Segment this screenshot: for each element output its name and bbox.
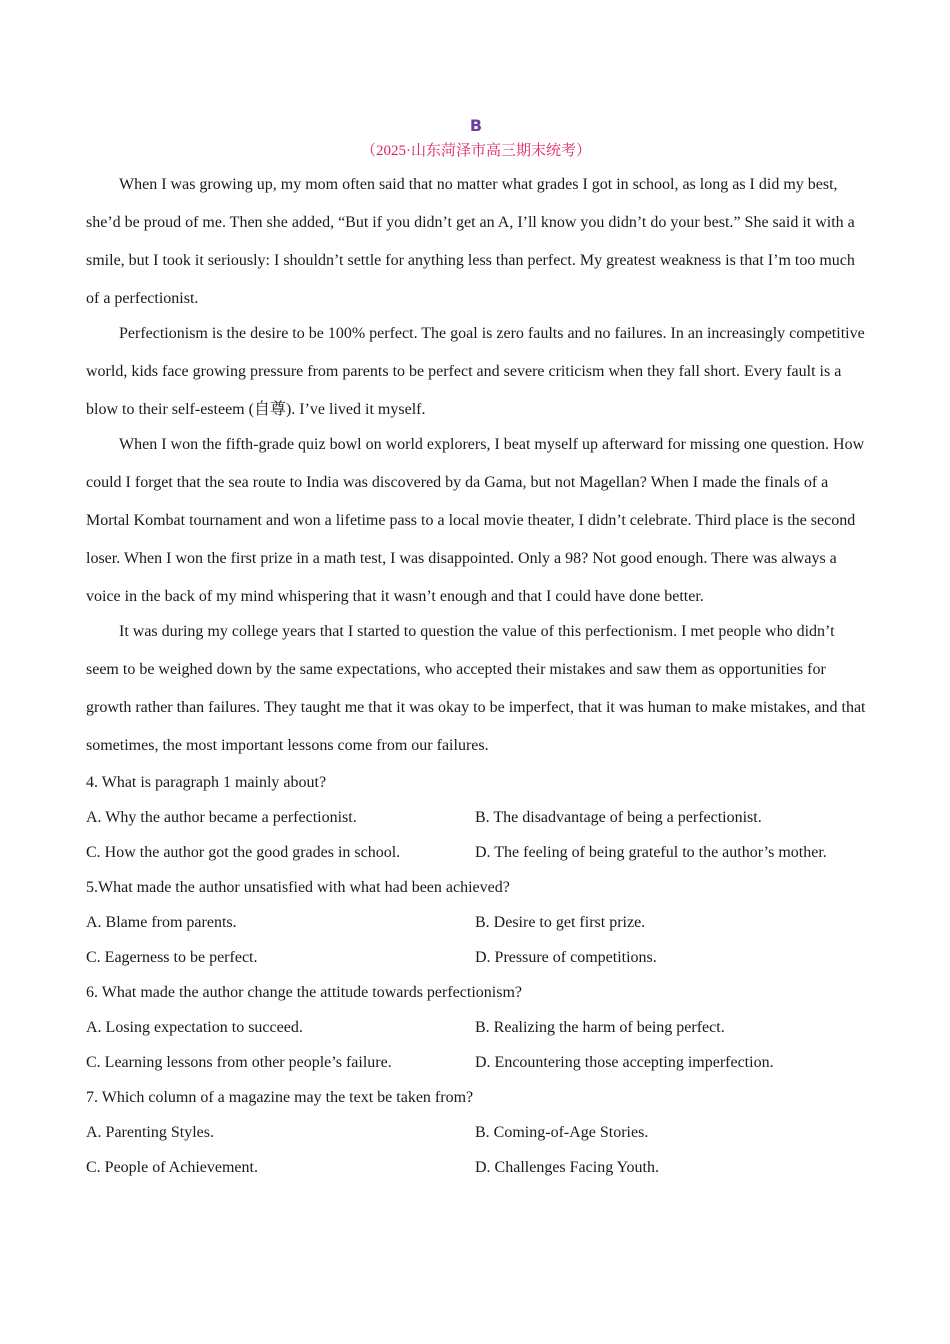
- passage: [86, 166, 866, 765]
- question-stem: 6. What made the author change the attitude towards perfectionism?: [86, 984, 522, 1001]
- option-row: [86, 800, 866, 835]
- question-5: [86, 870, 866, 975]
- option-a: A. Why the author became a perfectionist.: [86, 809, 357, 826]
- passage-paragraph: When I won the fifth-grade quiz bowl on world explorers, I beat myself up afterward for missing one question. How could I forget that the sea route to India was discovered by da Gama, but not Magellan? When I made the finals of a Mortal Kombat tournament and won a lifetime pass to a local movie theater, I didn’t celebrate. Third place is the second loser. When I won the first prize in a math test, I was disappointed. Only a 98? Not good enough. There was always a voice in the back of my mind whispering that it wasn’t enough and that I could have done better.: [86, 436, 865, 605]
- option-c: C. People of Achievement.: [86, 1159, 258, 1176]
- question-stem: 4. What is paragraph 1 mainly about?: [86, 774, 327, 791]
- option-d: D. Challenges Facing Youth.: [475, 1159, 659, 1176]
- passage-paragraph: When I was growing up, my mom often said that no matter what grades I got in school, as long as I did my best, she’d be proud of me. Then she added, “But if you didn’t get an A, I’ll know you didn’t do your best.” She said it with a smile, but I took it seriously: I shouldn’t settle for anything less than perfect. My greatest weakness is that I’m too much of a perfectionist.: [86, 176, 855, 307]
- option-row: [86, 1150, 866, 1185]
- document-page: [86, 114, 866, 1185]
- option-c: C. Eagerness to be perfect.: [86, 949, 258, 966]
- option-d: D. Pressure of competitions.: [475, 949, 657, 966]
- option-a: A. Parenting Styles.: [86, 1124, 214, 1141]
- question-stem: 5.What made the author unsatisfied with what had been achieved?: [86, 879, 510, 896]
- option-b: B. Coming-of-Age Stories.: [475, 1124, 649, 1141]
- option-row: [86, 835, 866, 870]
- option-c: C. How the author got the good grades in school.: [86, 844, 401, 861]
- option-row: [86, 940, 866, 975]
- question-4: [86, 765, 866, 870]
- question-7: [86, 1080, 866, 1185]
- option-row: [86, 1010, 866, 1045]
- option-b: B. Realizing the harm of being perfect.: [475, 1019, 725, 1036]
- option-c: C. Learning lessons from other people’s failure.: [86, 1054, 392, 1071]
- passage-paragraph: Perfectionism is the desire to be 100% perfect. The goal is zero faults and no failures. In an increasingly competitive world, kids face growing pressure from parents to be perfect and severe criticism when they fall short. Every fault is a blow to their self-esteem (自尊). I’ve lived it myself.: [86, 325, 865, 418]
- question-stem: 7. Which column of a magazine may the text be taken from?: [86, 1089, 474, 1106]
- option-d: D. Encountering those accepting imperfection.: [475, 1054, 774, 1071]
- option-d: D. The feeling of being grateful to the author’s mother.: [475, 844, 827, 861]
- option-b: B. The disadvantage of being a perfectionist.: [475, 809, 762, 826]
- section-letter: B: [469, 116, 483, 135]
- passage-paragraph: It was during my college years that I started to question the value of this perfectionism. I met people who didn’t seem to be weighed down by the same expectations, who accepted their mistakes and saw them as opportunities for growth rather than failures. They taught me that it was okay to be imperfect, that it was human to make mistakes, and that sometimes, the most important lessons come from our failures.: [86, 623, 866, 754]
- option-a: A. Blame from parents.: [86, 914, 237, 931]
- question-6: [86, 975, 866, 1080]
- source-line: （2025·山东菏泽市高三期末统考）: [361, 143, 591, 159]
- option-row: [86, 905, 866, 940]
- option-a: A. Losing expectation to succeed.: [86, 1019, 303, 1036]
- option-row: [86, 1045, 866, 1080]
- option-b: B. Desire to get first prize.: [475, 914, 646, 931]
- option-row: [86, 1115, 866, 1150]
